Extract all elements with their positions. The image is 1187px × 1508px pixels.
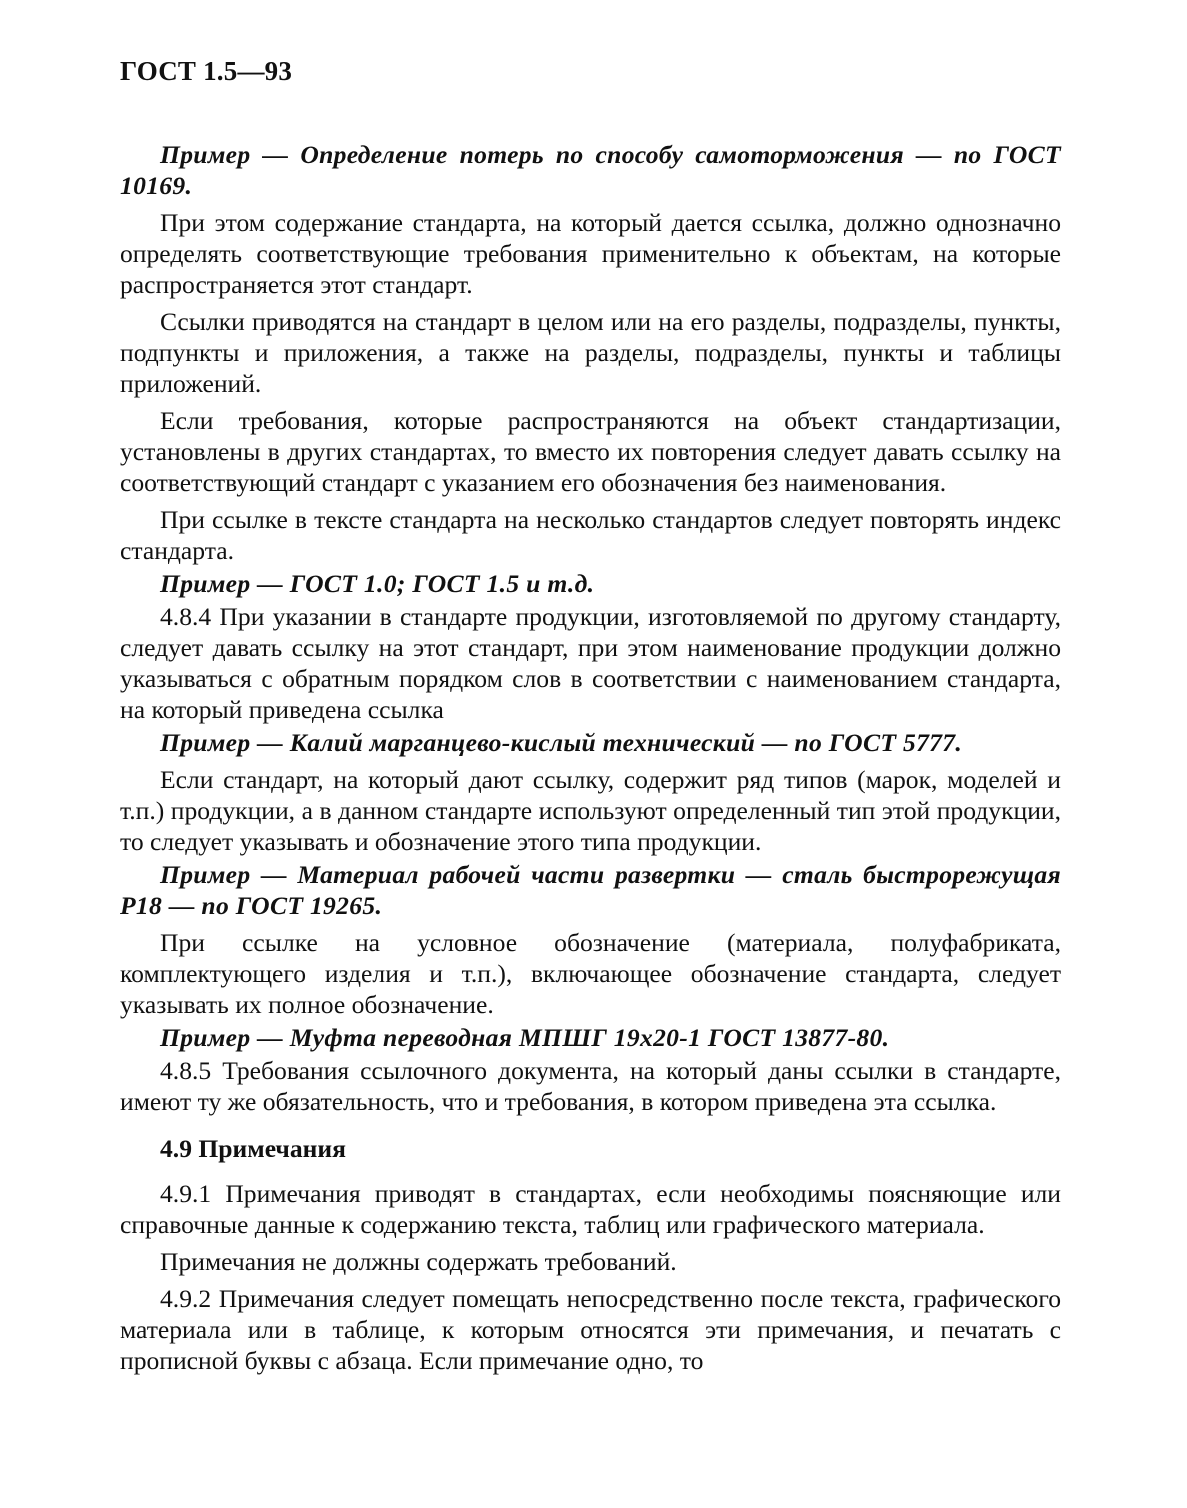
paragraph-3: Если требования, которые распространяются на объект стандартизации, установлены в других стандартах, то вместо их повторения следует давать ссылку на соответствующий стандарт с указанием его обозначения без наименования.	[120, 406, 1061, 497]
paragraph-2: Ссылки приводятся на стандарт в целом или на его разделы, подразделы, пункты, подпункты и приложения, а также на разделы, подразделы, пункты и таблицы приложений.	[120, 307, 1061, 398]
paragraph-4: При ссылке в тексте стандарта на несколько стандартов следует повторять индекс стандарта.	[120, 505, 1061, 565]
example-4: Пример — Материал рабочей части развертки — сталь быстрорежущая Р18 — по ГОСТ 19265.	[120, 860, 1061, 920]
example-1: Пример — Определение потерь по способу самоторможения — по ГОСТ 10169.	[120, 140, 1061, 200]
example-3: Пример — Калий марганцево-кислый технический — по ГОСТ 5777.	[160, 728, 963, 757]
paragraph-1: При этом содержание стандарта, на который дается ссылка, должно однозначно определять соответствующие требования применительно к объектам, на которые распространяется этот стандарт.	[120, 208, 1061, 299]
page-header: ГОСТ 1.5—93	[120, 56, 293, 86]
paragraph-4-8-5: 4.8.5 Требования ссылочного документа, на который даны ссылки в стандарте, имеют ту же обязательность, что и требования, в котором приведена эта ссылка.	[120, 1056, 1061, 1116]
example-5: Пример — Муфта переводная МПШГ 19х20-1 ГОСТ 13877-80.	[160, 1023, 890, 1052]
paragraph-7: Примечания не должны содержать требований.	[160, 1247, 677, 1276]
paragraph-4-9-2: 4.9.2 Примечания следует помещать непосредственно после текста, графического материала или в таблице, к которым относятся эти примечания, и печатать с прописной буквы с абзаца. Если примечание одно, то	[120, 1284, 1061, 1375]
section-heading-4-9: 4.9 Примечания	[160, 1134, 347, 1163]
paragraph-6: При ссылке на условное обозначение (материала, полуфабриката, комплектующего изделия и т.п.), включающее обозначение стандарта, следует указывать их полное обозначение.	[120, 928, 1061, 1019]
paragraph-5: Если стандарт, на который дают ссылку, содержит ряд типов (марок, моделей и т.п.) продукции, а в данном стандарте используют определенный тип этой продукции, то следует указывать и обозначение этого типа продукции.	[120, 765, 1061, 856]
paragraph-4-9-1: 4.9.1 Примечания приводят в стандартах, если необходимы поясняющие или справочные данные к содержанию текста, таблиц или графического материала.	[120, 1179, 1061, 1239]
example-2: Пример — ГОСТ 1.0; ГОСТ 1.5 и т.д.	[160, 569, 595, 598]
paragraph-4-8-4: 4.8.4 При указании в стандарте продукции, изготовляемой по другому стандарту, следует давать ссылку на этот стандарт, при этом наименование продукции должно указываться с обратным порядком слов в соответствии с наименованием стандарта, на который приведена ссылка	[120, 602, 1061, 724]
